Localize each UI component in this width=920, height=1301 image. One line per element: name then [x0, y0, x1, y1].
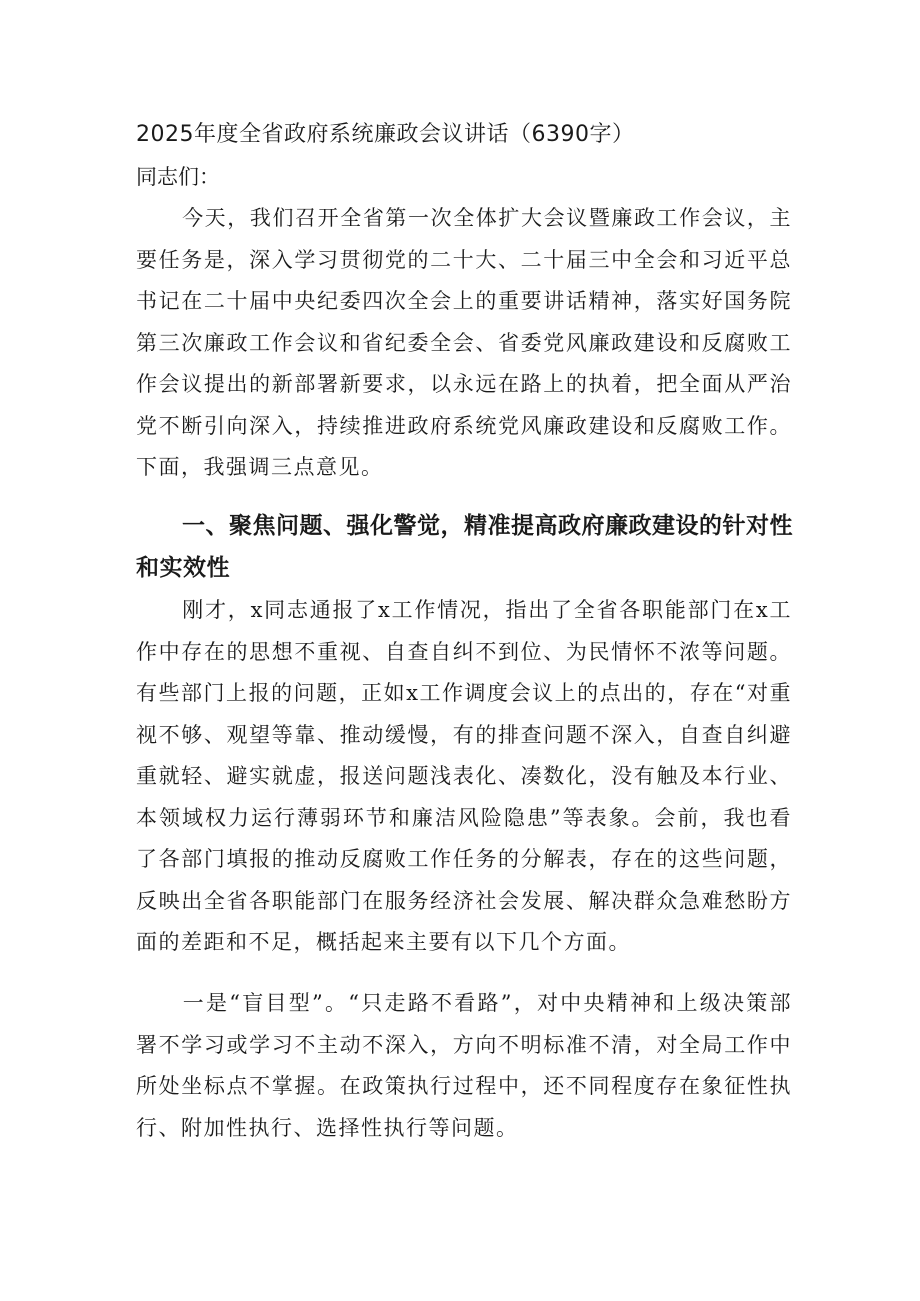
paragraph-problems-text: 刚才，x同志通报了x工作情况，指出了全省各职能部门在x工作中存在的思想不重视、自查自纠不到位、为民情怀不浓等问题。有些部门上报的问题，正如x工作调度会议上的点出的，存在“对重视不够、观望等靠、推动缓慢，有的排查问题不深入，自查自纠避重就轻、避实就虚，报送问题浅表化、凑数化，没有触及本行业、本领域权力运行薄弱环节和廉洁风险隐患”等表象。会前，我也看了各部门填报的推动反腐败工作任务的分解表，存在的这些问题，反映出全省各职能部门在服务经济社会发展、解决群众急难愁盼方面的差距和不足，概括起来主要有以下几个方面。 — [136, 598, 792, 954]
paragraph-problems — [136, 590, 792, 964]
paragraph-intro-text: 今天，我们召开全省第一次全体扩大会议暨廉政工作会议，主要任务是，深入学习贯彻党的二十大、二十届三中全会和习近平总书记在二十届中央纪委四次全会上的重要讲话精神，落实好国务院第三次廉政工作会议和省纪委全会、省委党风廉政建设和反腐败工作会议提出的新部署新要求，以永远在路上的执着，把全面从严治党不断引向深入，持续推进政府系统党风廉政建设和反腐败工作。下面，我强调三点意见。 — [136, 206, 792, 479]
paragraph-blind-type — [136, 983, 792, 1149]
paragraph-blind-type-text: 一是“盲目型”。“只走路不看路”，对中央精神和上级决策部署不学习或学习不主动不深入，方向不明标准不清，对全局工作中所处坐标点不掌握。在政策执行过程中，还不同程度存在象征性执行、附加性执行、选择性执行等问题。 — [136, 991, 792, 1140]
paragraph-intro — [136, 198, 792, 489]
section-heading-1 — [136, 505, 796, 589]
section-heading-1-text: 一、聚焦问题、强化警觉，精准提高政府廉政建设的针对性和实效性 — [136, 513, 793, 581]
salutation: 同志们： — [136, 165, 220, 189]
document-title: 2025年度全省政府系统廉政会议讲话（6390字） — [136, 122, 635, 147]
